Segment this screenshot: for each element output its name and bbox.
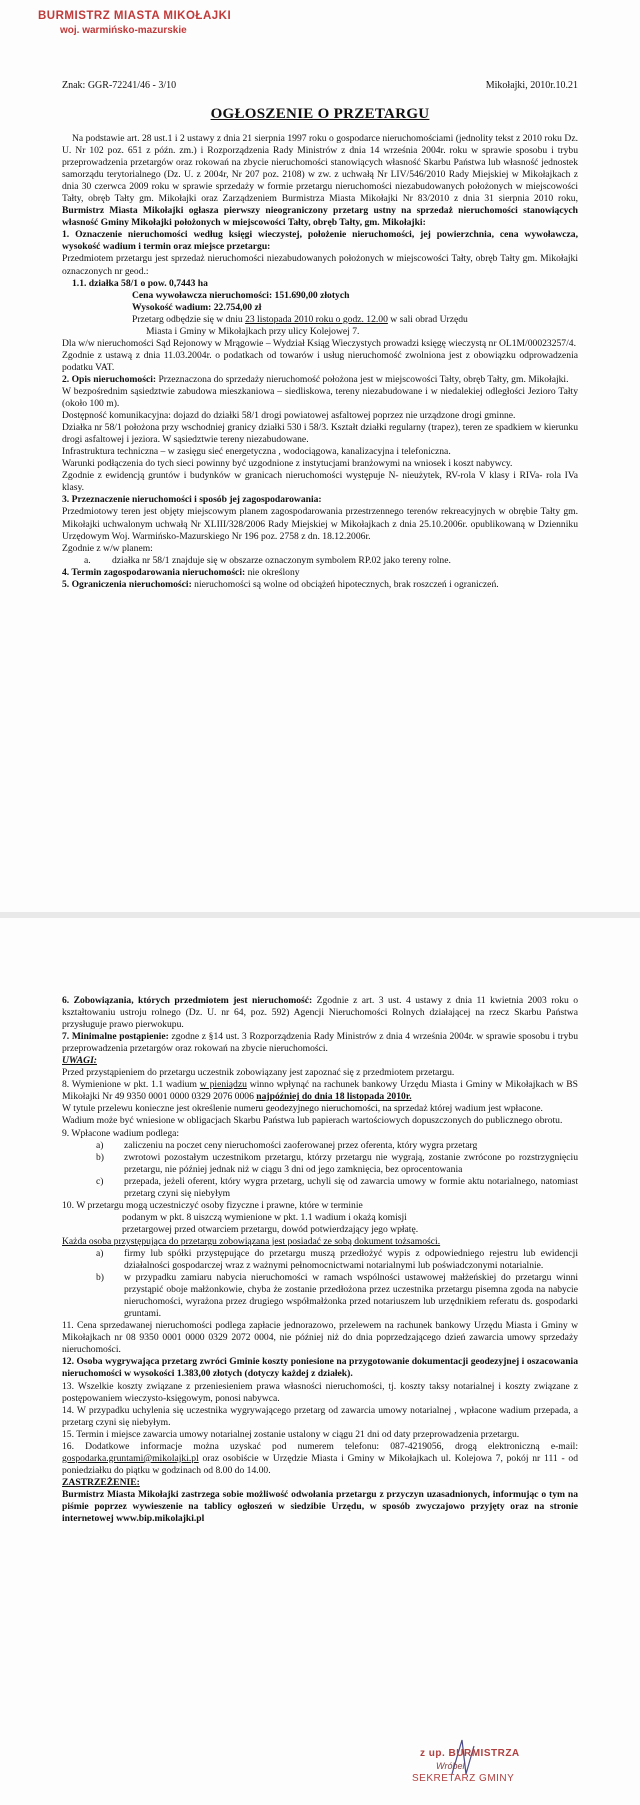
- section-16: [62, 1441, 578, 1477]
- section-1-heading-text: 1. Oznaczenie nieruchomości według księgi wieczystej, położenie nieruchomości, jej powierzchnia, cena wywoławcza, wysokość wadium i termin oraz miejsce przetargu:: [62, 229, 578, 253]
- section-2-land-use: Zgodnie z ewidencją gruntów i budynków w granicach nieruchomości występuje N- nieużytek, RV-rola V klasy i RIVa- rola IVa klasy.: [62, 470, 578, 494]
- identity-note-text: Każda osoba przystępująca do przetargu zobowiązana jest posiadać ze sobą dokument tożsamości.: [62, 1235, 441, 1247]
- section-10-item-b: [62, 1272, 578, 1320]
- section-3-item-text: działka nr 58/1 znajduje się w obszarze oznaczonym symbolem RP.02 jako tereny rolne.: [112, 554, 451, 566]
- section-8-cash: w pieniądzu: [199, 1079, 247, 1091]
- section-3-item: [62, 555, 578, 567]
- auction-venue: Miasta i Gminy w Mikołajkach przy ulicy Kolejowej 7.: [146, 325, 360, 337]
- section-4-value: nie określony: [245, 566, 300, 578]
- section-16-part-b: oraz osobiście w Urzędzie Miasta i Gminy w Mikołajkach ul. Kolejowa 7, pokój nr 111 - od poniedziałku do piątku w godzinach od 8.00 do 14.00.: [62, 1452, 578, 1476]
- section-10-item-a-mark: a): [96, 1247, 104, 1259]
- section-7-text: zgodne z §14 ust. 3 Rozporządzenia Rady Ministrów z dnia 4 września 2004r. w sprawie sposobu i trybu przeprowadzenia przetargów oraz rokowań na zbycie nieruchomości.: [62, 1031, 579, 1055]
- page-2-body: [62, 995, 578, 1525]
- place-date: Mikołajki, 2010r.10.21: [485, 80, 578, 91]
- section-15: 15. Termin i miejsce zawarcia umowy notarialnej zostanie ustalony w ciągu 21 dni od daty przeprowadzenia przetargu.: [62, 1428, 520, 1440]
- section-2-shape: Działka nr 58/1 położona przy wschodniej granicy działki 530 i 58/3. Kształt działki regularny (trapez), teren ze spadkiem w kierunku drogi asfaltowej i jeziora. W sąsiedztwie tereny niezabudowane.: [62, 422, 578, 446]
- deposit-amount-text: Wysokość wadium: 22.754,00 zł: [132, 301, 262, 313]
- section-4: [62, 567, 578, 579]
- section-5-heading: 5. Ograniczenia nieruchomości:: [62, 578, 192, 590]
- section-9-item-c: [62, 1176, 578, 1200]
- section-1-text: Przedmiotem przetargu jest sprzedaż nieruchomości niezabudowanych położonych w miejscowości Tałty, obręb Tałty gm. Mikołajki oznaczonych nr geod.:: [62, 253, 578, 277]
- section-9-item-a-text: zaliczeniu na poczet ceny nieruchomości zaoferowanej przez oferenta, który wygra przetarg: [124, 1139, 478, 1151]
- section-4-heading: 4. Termin zagospodarowania nieruchomości:: [62, 566, 246, 578]
- intro-paragraph: [62, 133, 578, 229]
- section-5-text: nieruchomości są wolne od obciążeń hipotecznych, brak roszczeń i ograniczeń.: [191, 578, 499, 590]
- section-9-item-c-text: przepada, jeżeli oferent, który wygra przetarg, uchyli się od zawarcia umowy w formie aktu notarialnego, natomiast przetarg czyni się niebyłym: [124, 1175, 578, 1199]
- section-8-transfer-title: W tytule przelewu konieczne jest określenie numeru geodezyjnego nieruchomości, na sprzedaż której wadium jest wpłacone.: [62, 1103, 543, 1115]
- section-3-heading: [62, 494, 578, 506]
- remarks-text: Przed przystąpieniem do przetargu uczestnik zobowiązany jest zapoznać się z przedmiotem przetargu.: [62, 1067, 455, 1079]
- section-7: [62, 1031, 578, 1055]
- section-3-item-mark: a.: [84, 554, 91, 566]
- section-2-access: Dostępność komunikacyjna: dojazd do działki 58/1 drogi powiatowej asfaltowej poprzez nie urządzone drogi gminne.: [62, 410, 516, 422]
- page-1-body: [62, 133, 578, 591]
- section-6-heading: 6. Zobowiązania, których przedmiotem jest nieruchomość:: [62, 995, 313, 1006]
- section-3-heading-text: 3. Przeznaczenie nieruchomości i sposób jej zagospodarowania:: [62, 494, 322, 506]
- section-2-text: Przeznaczona do sprzedaży nieruchomość położona jest w miejscowości Tałty, obręb Tałty, gm. Mikołajki.: [156, 373, 569, 385]
- section-8-deadline: najpóźniej do dnia 18 listopada 2010r.: [256, 1091, 412, 1103]
- reservation-text-content: Burmistrz Miasta Mikołajki zastrzega sobie możliwość odwołania przetargu z przyczyn uzasadnionych, informując o tym na piśmie poprzez wywieszenie na tablicy ogłoszeń w siedzibie Urzędu, w sposób zwyczajowo przyjęty oraz na stronie internetowej www.bip.mikolajki.pl: [62, 1488, 578, 1525]
- section-9-item-b: [62, 1152, 578, 1176]
- auction-suffix: w sali obrad Urzędu: [387, 313, 468, 325]
- section-9-item-b-text: zwrotowi pozostałym uczestnikom przetargu, którzy przetargu nie wygrają, zostanie zwrócone po rozstrzygnięciu przetargu, nie później jednak niż w ciągu 3 dni od jego zamknięcia, bez oprocentowania: [124, 1151, 578, 1175]
- section-14: 14. W przypadku uchylenia się uczestnika wygrywającego przetarg od zawarcia umowy notarialnej , wpłacone wadium przepada, a przetarg czyni się niebyłym.: [62, 1404, 578, 1428]
- section-8: [62, 1079, 578, 1103]
- section-2-connection: Warunki podłączenia do tych sieci powinny być uzgodnione z instytucjami branżowymi na wniosek i koszt nabywcy.: [62, 458, 513, 470]
- page-2: [0, 918, 640, 1805]
- signature-stamp-line-1: z up. BURMISTRZA: [420, 1748, 520, 1759]
- stamp-line-1: BURMISTRZ MIASTA MIKOŁAJKI: [38, 10, 232, 22]
- deposit-amount: [62, 302, 578, 314]
- section-11: 11. Cena sprzedawanej nieruchomości podlega zapłacie jednorazowo, przelewem na rachunek bankowy Urzędu Miasta i Gminy w Mikołajkach nr 08 9350 0001 0000 0329 2072 0004, nie później niż do dnia poprzedzającego dzień zawarcia umowy sprzedaży nieruchomości.: [62, 1320, 578, 1356]
- section-2-infrastructure: Infrastruktura techniczna – w zasięgu sieć energetyczna , wodociągowa, kanalizacyjna i telefoniczna.: [62, 446, 451, 458]
- section-9-heading: 9. Wpłacone wadium podlega:: [62, 1127, 180, 1139]
- section-6-text: Zgodnie z art. 3 ust. 4 ustawy z dnia 11 kwietnia 2003 roku o kształtowaniu ustroju rolnego (Dz. U. nr 64, poz. 592) Agencji Nieruchomości Rolnych działającej na rzecz Skarbu Państwa przysługuje prawo pierwokupu.: [62, 995, 579, 1031]
- vat-info: Zgodnie z ustawą z dnia 11.03.2004r. o podatkach od towarów i usług nieruchomość zwolniona jest z obowiązku odprowadzenia podatku VAT.: [62, 349, 578, 373]
- section-5: [62, 579, 578, 591]
- plot-info-text: 1.1. działka 58/1 o pow. 0,7443 ha: [72, 277, 208, 289]
- section-7-heading: 7. Minimalne postąpienie:: [62, 1031, 169, 1043]
- land-register-info: Dla w/w nieruchomości Sąd Rejonowy w Mrągowie – Wydział Ksiąg Wieczystych prowadzi księgę wieczystą nr OL1M/00023257/4.: [62, 337, 576, 349]
- asking-price-text: Cena wywoławcza nieruchomości: 151.690,00 złotych: [132, 289, 350, 301]
- remarks-heading: [62, 1055, 578, 1067]
- signature-name: Wróbel: [436, 1761, 465, 1771]
- section-8-part-b: winno wpłynąć na rachunek bankowy Urzędu Miasta i Gminy w Mikołajkach w BS Mikołajki Nr 49 9350 0001 0000 0329 2076 0006: [62, 1079, 579, 1103]
- section-1-heading: [62, 229, 578, 253]
- section-12-text: 12. Osoba wygrywająca przetarg zwróci Gminie koszty poniesione na przygotowanie dokumentacji geodezyjnej i oszacowania nieruchomości w wysokości 1.383,00 złotych (dotyczy każdej z działek).: [62, 1356, 578, 1380]
- section-10-item-b-mark: b): [96, 1272, 104, 1284]
- section-10-line-1: 10. W przetargu mogą uczestniczyć osoby fizyczne i prawne, które w terminie: [62, 1199, 363, 1211]
- document-title: OGŁOSZENIE O PRZETARGU: [210, 106, 430, 122]
- auction-prefix: Przetarg odbędzie się w dniu: [132, 313, 246, 325]
- asking-price: [62, 290, 578, 302]
- mayor-stamp: [38, 10, 231, 36]
- section-9-item-c-mark: c): [96, 1175, 104, 1187]
- signature-stamp: [412, 1748, 520, 1784]
- plot-info: [62, 278, 578, 290]
- section-10-line-2: podanym w pkt. 8 uiszczą wymienione w pkt. 1.1 wadium i okażą komisji: [122, 1211, 407, 1223]
- signature-stamp-line-3: SEKRETARZ GMINY: [412, 1773, 515, 1784]
- section-9-item-a: [62, 1140, 578, 1152]
- section-10-item-b-text: w przypadku zamiaru nabycia nieruchomości w ramach wspólności ustawowej małżeńskiej do przetargu winni przystąpić oboje małżonkowie, chyba że zostanie przedłożona przez uczestnika przetargu pisemna zgoda na nabycie nieruchomości, wyrażona przez drugiego współmałżonka przed notariuszem lub urzędnikiem referatu ds. gospodarki gruntami.: [124, 1272, 578, 1320]
- section-13: 13. Wszelkie koszty związane z przeniesieniem prawa własności nieruchomości, tj. koszty taksy notarialnej i koszty związane z postępowaniem wieczysto-księgowym, ponosi nabywca.: [62, 1380, 578, 1404]
- section-2-heading: 2. Opis nieruchomości:: [62, 373, 157, 385]
- section-10-item-a: [62, 1248, 578, 1272]
- section-16-part-a: 16. Dodatkowe informacje można uzyskać pod numerem telefonu: 087-4219056, drogą elektroniczną e-mail:: [62, 1440, 578, 1452]
- intro-announcement: Burmistrz Miasta Mikołajki ogłasza pierwszy nieograniczony przetarg ustny na sprzedaż nieruchomości stanowiących własność Gminy Mikołajki położonych w miejscowości Tałty, obręb Tałty, gm. Mikołajki:: [62, 205, 578, 229]
- reservation-heading-text: ZASTRZEŻENIE:: [62, 1476, 140, 1488]
- reservation-text: [62, 1489, 578, 1525]
- section-3-plan: Zgodnie z w/w planem:: [62, 542, 153, 554]
- auction-date: 23 listopada 2010 roku o godz. 12.00: [245, 313, 388, 325]
- section-10-item-a-text: firmy lub spółki przystępujące do przetargu muszą przedłożyć wypis z odpowiedniego rejestru lub ewidencji działalności gospodarczej wraz z ważnymi pełnomocnictwami notarialnymi lub poświadczonymi notarialnie.: [124, 1247, 578, 1272]
- section-3-text: Przedmiotowy teren jest objęty miejscowym planem zagospodarowania przestrzennego terenów rekreacyjnych w obrębie Tałty gm. Mikołajki uchwalonym uchwałą Nr XLIII/328/2006 Rady Miejskiej w Mikołajkach z dnia 25.10.2006r. opublikowaną w Dzienniku Urzędowym Woj. Warmińsko-Mazurskiego Nr 196 poz. 2758 z dn. 18.12.2006r.: [62, 506, 578, 542]
- section-8-bonds: Wadium może być wniesione w obligacjach Skarbu Państwa lub papierach wartościowych dopuszczonych do publicznego obrotu.: [62, 1115, 563, 1127]
- auction-date-line: [62, 314, 578, 326]
- reservation-heading: [62, 1477, 578, 1489]
- section-2: [62, 374, 578, 386]
- section-6: [62, 995, 578, 1031]
- identity-note: [62, 1236, 578, 1248]
- section-10-line-3: przetargowej przed otwarciem przetargu, dowód potwierdzający jego wpłatę.: [122, 1223, 419, 1235]
- intro-text: Na podstawie art. 28 ust.1 i 2 ustawy z dnia 21 sierpnia 1997 roku o gospodarce nieruchomościami (jednolity tekst z 2010 roku Dz. U. Nr 102 poz. 651 z późn. zm.) i Rozporządzenia Rady Ministrów z dnia 14 września 2004r. roku w sprawie sposobu i trybu przeprowadzenia przetargów oraz rokowań na zbycie nieruchomości stanowiących własność Skarbu Państwa lub własność jednostek samorządu terytorialnego (Dz. U. z 2004r, Nr 207 poz. 2108) w zw. z uchwałą Nr LIV/546/2010 Rady Miejskiej w Mikołajkach z dnia 30 czerwca 2009 roku w sprawie sprzedaży w formie przetargu nieruchomości niezabudowanych położonych w miejscowości Tałty, obręb Tałty gm. Mikołajki oraz Zarządzeniem Burmistrza Miasta Mikołajki Nr 83/2010 z dnia 31 sierpnia 2010 roku,: [62, 133, 578, 205]
- section-2-neighbourhood: W bezpośrednim sąsiedztwie zabudowa mieszkaniowa – siedliskowa, tereny niezabudowane i w niedalekiej odległości Jezioro Tałty (około 100 m).: [62, 385, 578, 410]
- section-8-part-a: 8. Wymienione w pkt. 1.1 wadium: [62, 1079, 200, 1091]
- contact-email[interactable]: gospodarka.gruntami@mikolajki.pl: [62, 1452, 199, 1464]
- section-9-item-a-mark: a): [96, 1139, 104, 1151]
- section-12: [62, 1356, 578, 1380]
- stamp-line-2: woj. warmińsko-mazurskie: [60, 25, 187, 36]
- remarks-heading-text: UWAGI:: [62, 1055, 98, 1067]
- reference-number: Znak: GGR-72241/46 - 3/10: [62, 80, 177, 91]
- section-9-item-b-mark: b): [96, 1151, 104, 1163]
